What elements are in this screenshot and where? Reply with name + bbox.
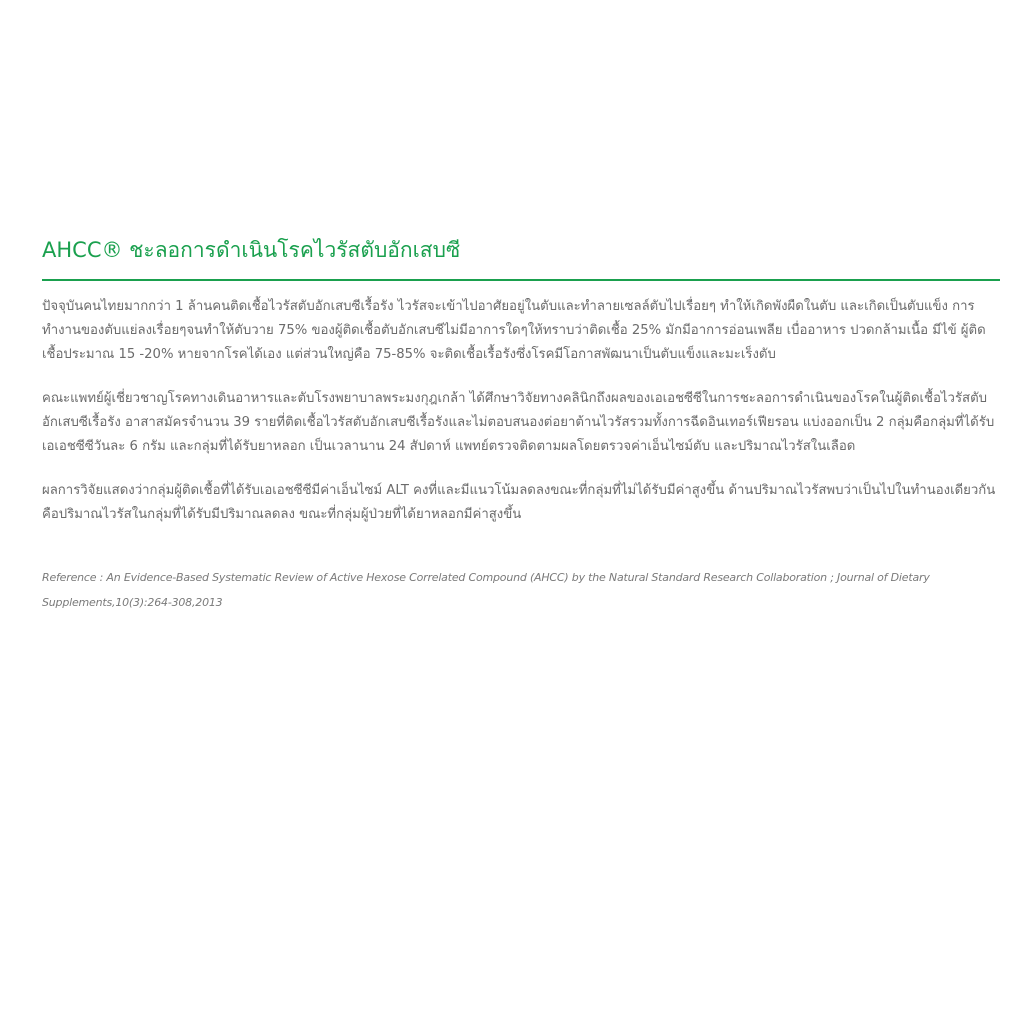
paragraph-results: ผลการวิจัยแสดงว่ากลุ่มผู้ติดเชื้อที่ได้รับเอเอชซีซีมีค่าเอ็นไซม์ ALT คงที่และมีแนวโน้มลดลงขณะที่กลุ่มที่ไม่ได้รับมีค่าสูงขึ้น ด้านปริมาณไวรัสพบว่าเป็นไปในทำนองเดียวกันคือปริมาณไวรัสในกลุ่มที่ได้รับมีปริมาณลดลง ขณะที่กลุ่มผู้ป่วยที่ได้ยาหลอกมีค่าสูงขึ้น <box>42 483 996 522</box>
title-divider <box>42 279 1000 281</box>
article-title: AHCC® ชะลอการดำเนินโรคไวรัสตับอักเสบซี <box>42 238 461 262</box>
reference-citation: Reference : An Evidence-Based Systematic Review of Active Hexose Correlated Compound (AHCC) by the Natural Standard Research Collaboration ; Journal of Dietary Supplements,10(3):264-308,2013 <box>42 571 930 609</box>
article <box>42 232 1000 615</box>
paragraph-intro: ปัจจุบันคนไทยมากกว่า 1 ล้านคนติดเชื้อไวรัสตับอักเสบซีเรื้อรัง ไวรัสจะเข้าไปอาศัยอยู่ในตับและทำลายเซลล์ตับไปเรื่อยๆ ทำให้เกิดพังผืดในตับ และเกิดเป็นตับแข็ง การทำงานของตับแย่ลงเรื่อยๆจนทำให้ตับวาย 75% ของผู้ติดเชื้อตับอักเสบซีไม่มีอาการใดๆให้ทราบว่าติดเชื้อ 25% มักมีอาการอ่อนเพลีย เบื่ออาหาร ปวดกล้ามเนื้อ มีไข้ ผู้ติดเชื้อประมาณ 15 -20% หายจากโรคได้เอง แต่ส่วนใหญ่คือ 75-85% จะติดเชื้อเรื้อรังซึ่งโรคมีโอกาสพัฒนาเป็นตับแข็งและมะเร็งตับ <box>42 299 986 362</box>
paragraph-study: คณะแพทย์ผู้เชี่ยวชาญโรคทางเดินอาหารและตับโรงพยาบาลพระมงกุฎเกล้า ได้ศึกษาวิจัยทางคลินิกถึงผลของเอเอชซีซีในการชะลอการดำเนินของโรคในผู้ติดเชื้อไวรัสตับอักเสบซีเรื้อรัง อาสาสมัครจำนวน 39 รายที่ติดเชื้อไวรัสตับอักเสบซีเรื้อรังและไม่ตอบสนองต่อยาต้านไวรัสรวมทั้งการฉีดอินเทอร์เฟียรอน แบ่งออกเป็น 2 กลุ่มคือกลุ่มที่ได้รับเอเอชซีซีวันละ 6 กรัม และกลุ่มที่ได้รับยาหลอก เป็นเวลานาน 24 สัปดาห์ แพทย์ตรวจติดตามผลโดยตรวจค่าเอ็นไซม์ตับ และปริมาณไวรัสในเลือด <box>42 391 995 454</box>
